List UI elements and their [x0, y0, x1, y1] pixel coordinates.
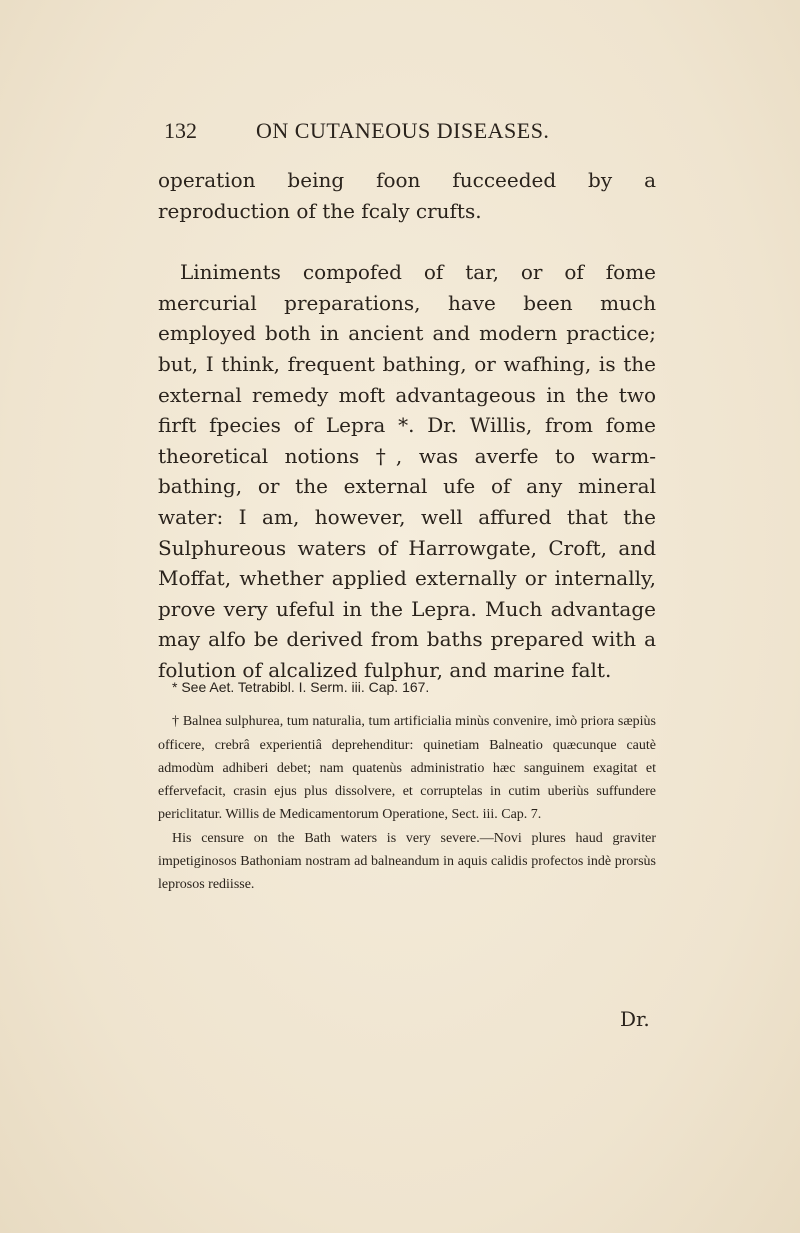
footnotes — [158, 676, 656, 897]
footnote-3: His censure on the Bath waters is very severe.—Novi plures haud graviter impetiginosos Bathoniam nostram ad balneandum in aquis calidis profectos indè prorsùs leprosos rediisse. — [158, 830, 656, 893]
footnote-2: † Balnea sulphurea, tum naturalia, tum artificialia minùs convenire, imò priora sæpiùs officere, crebrâ experientiâ deprehenditur: quinetiam Balneatio quæcunque cautè admodùm adhiberi debet; nam quatenùs administratio hæc sanguinem exagitat et effervefacit, crasin ejus plus dissolvere, et corruptelas in cutim uberiùs suffundere periclitatur. Willis de Medicamentorum Operatione, Sect. iii. Cap. 7. — [158, 714, 656, 823]
catchword: Dr. — [620, 1007, 650, 1031]
page-header — [164, 118, 656, 148]
main-text — [158, 165, 656, 686]
paragraph-2: Liniments compofed of tar, or of fome mercurial preparations, have been much employed both in ancient and modern practice; but, I think, frequent bathing, or wafhing, is the external remedy moft advantageous in the two firft fpecies of Lepra *. Dr. Willis, from fome theoretical notions †, was averfe to warm-bathing, or the external ufe of any mineral water: I am, however, well affured that the Sulphureous waters of Harrowgate, Croft, and Moffat, whether applied externally or internally, prove very ufeful in the Lepra. Much advantage may alfo be derived from baths prepared with a folution of alcalized fulphur, and marine falt. — [158, 260, 656, 682]
page-number: 132 — [164, 118, 197, 143]
footnote-1: * See Aet. Tetrabibl. I. Serm. iii. Cap. 167. — [172, 679, 430, 695]
paragraph-1: operation being foon fucceeded by a reproduction of the fcaly crufts. — [158, 168, 656, 223]
running-head: ON CUTANEOUS DISEASES. — [256, 118, 550, 143]
